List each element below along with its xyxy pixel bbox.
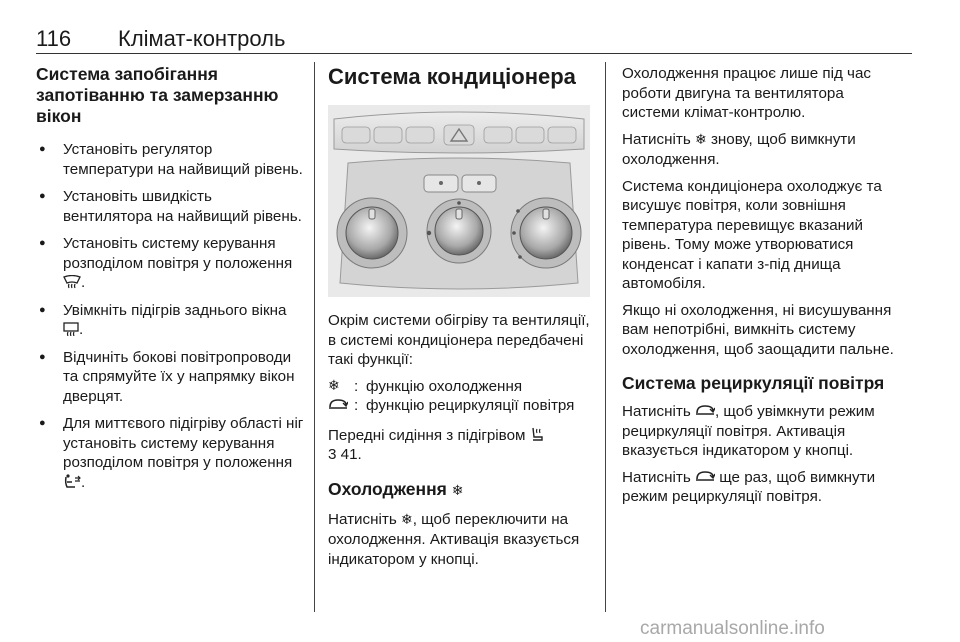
list-item-text: Увімкніть підігрів заднього вікна: [63, 301, 287, 319]
function-table: [328, 377, 594, 416]
list-item: [36, 348, 304, 407]
ac-heading: Система кондиціонера: [328, 64, 576, 89]
paragraph: Якщо ні охолодження, ні висушування вам непотрібні, вимкніть систему охолодження, щоб заощадити пальне.: [622, 301, 894, 358]
function-separator: :: [354, 377, 359, 395]
watermark: carmanualsonline.info: [640, 618, 825, 639]
list-item-text: Для миттєвого підігріву області ніг установіть систему керування розподілом повітря у положення: [63, 415, 304, 471]
list-item: [36, 187, 304, 226]
paragraph: [622, 468, 902, 507]
column-divider-1: [314, 62, 315, 612]
page-number: 116: [36, 26, 72, 51]
windscreen-defrost-icon: [63, 275, 81, 289]
climate-panel-illustration: [328, 105, 590, 297]
paragraph-end: ще раз, щоб вимкнути режим рециркуляції повітря.: [622, 468, 876, 505]
cooling-text-start: Натисніть: [328, 510, 397, 528]
column-3: [622, 64, 902, 514]
climate-panel-photo: [328, 105, 590, 297]
recirculation-heading: Система рециркуляції повітря: [622, 373, 885, 393]
function-label: функцію рециркуляції повітря: [366, 397, 575, 414]
list-item-text: Установіть регулятор температури на найвищий рівень.: [63, 141, 303, 178]
function-separator: :: [354, 397, 359, 414]
list-item: [36, 234, 304, 293]
list-item-tail: .: [79, 321, 84, 338]
seat-heating-text: [328, 426, 594, 465]
paragraph: Охолодження працює лише під час роботи двигуна та вентилятора системи клімат-контролю.: [622, 65, 872, 121]
paragraph-end: , щоб увімкнути режим рециркуляції повітря. Активація вказується індикатором у кнопці.: [622, 403, 875, 459]
cooling-paragraph: [328, 510, 594, 570]
recirculation-icon: [695, 469, 715, 486]
defog-steps: [36, 140, 304, 492]
snowflake-icon: ❄: [328, 377, 340, 394]
column-2: [328, 64, 594, 576]
snowflake-icon: ❄: [451, 482, 464, 499]
paragraph-start: Натисніть: [622, 130, 691, 148]
paragraph: Система кондиціонера охолоджує та висушує повітря, коли зовнішня температура перевищує вказаний рівень. Тому може утворюватися конденсат і капати з-під днища автомобіля.: [622, 177, 882, 292]
ac-intro: Окрім системи обігріву та вентиляції, в системі кондиціонера передбачені такі функції:: [328, 312, 590, 368]
recirculation-icon: [328, 396, 354, 416]
header-rule: [36, 53, 912, 54]
column-divider-2: [605, 62, 606, 612]
function-label: функцію охолодження: [366, 377, 523, 395]
column-1: [36, 64, 304, 500]
seat-heating-label: Передні сидіння з підігрівом: [328, 426, 526, 444]
snowflake-icon: ❄: [694, 131, 707, 148]
snowflake-icon: ❄: [400, 511, 413, 528]
seat-heating-icon: [530, 427, 543, 442]
list-item-text: Відчиніть бокові повітропроводи та спрямуйте їх у напрямку вікон дверцят.: [63, 348, 295, 405]
footwell-airflow-icon: [63, 474, 81, 489]
page-reference[interactable]: 3 41.: [328, 446, 362, 463]
cooling-text-end: , щоб переключити на охолодження. Активація вказується індикатором у кнопці.: [328, 510, 580, 568]
cooling-heading: [328, 479, 594, 502]
paragraph-start: Натисніть: [622, 468, 691, 486]
recirculation-icon: [695, 403, 715, 420]
chapter-title: Клімат-контроль: [118, 26, 286, 51]
list-item: [36, 414, 304, 492]
paragraph: [622, 402, 902, 461]
paragraph-end: знову, щоб вимкнути охолодження.: [622, 130, 856, 168]
paragraph: [622, 130, 902, 170]
cooling-heading-text: Охолодження: [328, 478, 447, 499]
list-item-tail: .: [81, 473, 86, 491]
list-item-text: Установіть систему керування розподілом повітря у положення: [63, 235, 293, 272]
paragraph-start: Натисніть: [622, 403, 691, 420]
list-item: [36, 140, 304, 179]
list-item-tail: .: [81, 274, 86, 291]
list-item-text: Установіть швидкість вентилятора на найвищий рівень.: [63, 188, 302, 225]
defog-heading: Система запобігання запотіванню та замерзанню вікон: [36, 64, 279, 126]
rear-window-heating-icon: [63, 322, 79, 336]
list-item: [36, 301, 304, 340]
